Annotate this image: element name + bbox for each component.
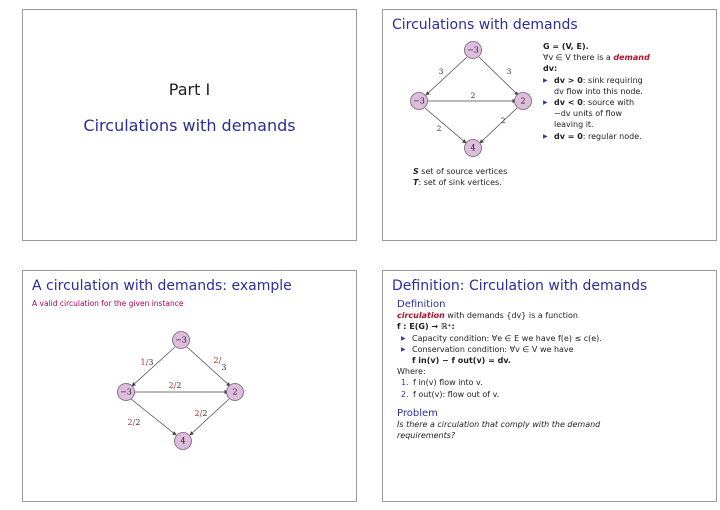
sink-symbol: T <box>413 178 419 188</box>
circulation-graph <box>23 271 357 502</box>
list-item: 1. f in(v) flow into v. <box>401 378 483 388</box>
demand-symbol: dv: <box>543 64 558 74</box>
capacity-label: 3 <box>506 67 512 76</box>
capacity-label: 2 <box>470 91 476 100</box>
graph-definition: G = (V, E). <box>543 42 589 51</box>
definition-line: with demands {dv} is a function <box>444 311 578 321</box>
node-demand: 2 <box>520 96 526 106</box>
problem-heading: Problem <box>397 407 438 419</box>
node-demand: −3 <box>175 335 187 345</box>
node-demand: −3 <box>120 387 132 397</box>
edge <box>131 399 176 435</box>
slide-circulations-with-demands <box>382 9 717 241</box>
definitions-block <box>543 41 713 142</box>
edge-label: 2/2 <box>127 418 141 427</box>
edge <box>425 108 466 143</box>
edge-label: 2/2 <box>194 409 208 418</box>
bullet-capacity: ▶ Capacity condition: ∀e ∈ E we have f(e) ≤ c(e). <box>401 333 712 344</box>
bullet-sink: ▶ dv > 0: sink requiring dv flow into this node. <box>543 75 713 97</box>
slide-part-title <box>22 9 357 241</box>
definition-heading: Definition <box>397 299 446 310</box>
edge <box>479 57 518 95</box>
node-demand: 4 <box>180 436 186 446</box>
node-demand: 4 <box>470 143 476 153</box>
source-symbol: S <box>413 167 419 176</box>
definition-block <box>397 299 712 441</box>
slide-circulation-example <box>22 270 357 502</box>
node-demand: −3 <box>467 45 479 55</box>
function-signature: f : E(G) → ℝ⁺: <box>397 322 455 332</box>
edge <box>426 57 467 95</box>
source-definition: set of source vertices <box>418 167 508 176</box>
slide-title: A circulation with demands: example <box>32 278 292 294</box>
list-item: 2. f out(v): flow out of v. <box>401 389 500 399</box>
edge-label: 1/3 <box>140 358 154 367</box>
edge-label: $2/_3$ <box>213 356 227 372</box>
bullet-regular: ▶ dv = 0: regular node. <box>543 131 713 142</box>
slide-title: Circulations with demands <box>392 17 578 33</box>
slide-definition <box>382 270 717 502</box>
demand-sentence: ∀v ∈ V there is a <box>543 53 614 63</box>
part-title: Circulations with demands <box>83 116 296 135</box>
sink-definition: : set of sink vertices. <box>418 178 502 188</box>
footnote-block <box>413 166 507 188</box>
circulation-keyword: circulation <box>397 311 445 321</box>
node-demand: −3 <box>413 96 425 106</box>
slide-subtitle: A valid circulation for the given instance <box>32 299 184 308</box>
part-label: Part I <box>168 80 211 99</box>
bullet-conservation: ▶ Conservation condition: ∀v ∈ V we have f in(v) − f out(v) = dv. <box>401 344 712 366</box>
capacity-label: 3 <box>438 67 444 76</box>
problem-line: requirements? <box>397 431 456 441</box>
edge <box>480 108 517 143</box>
demand-keyword: demand <box>613 53 650 63</box>
edge-label: 2/2 <box>168 381 182 390</box>
bullet-source: ▶ dv < 0: source with −dv units of flow leaving it. <box>543 97 713 131</box>
problem-line: Is there a circulation that comply with the demand <box>397 420 601 430</box>
node-demand: 2 <box>232 387 238 397</box>
slide-title: Definition: Circulation with demands <box>392 278 648 294</box>
where-label: Where: <box>397 367 426 377</box>
capacity-label: 2 <box>500 116 506 125</box>
capacity-label: 2 <box>436 124 442 133</box>
